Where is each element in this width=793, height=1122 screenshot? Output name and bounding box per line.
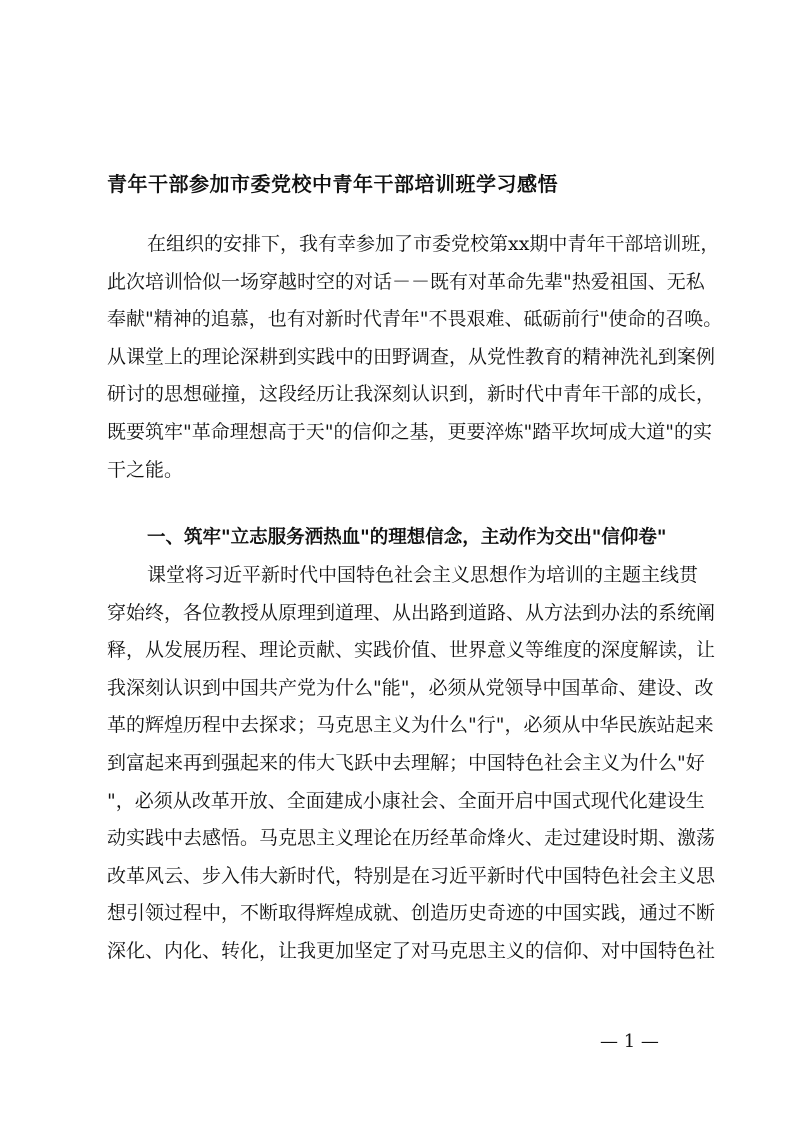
text-line: 改革风云、步入伟大新时代，特别是在习近平新时代中国特色社会主义思 [107,864,716,887]
text-line: 奉献"精神的追慕，也有对新时代青年"不畏艰难、砥砺前行"使命的召唤。 [107,308,723,331]
text-line: 革的辉煌历程中去探求；马克思主义为什么"行"，必须从中华民族站起来 [107,714,714,737]
page-number: — 1 — [600,1031,659,1052]
text-line: 课堂将习近平新时代中国特色社会主义思想作为培训的主题主线贯 [147,564,699,586]
paragraph-intro [107,226,723,489]
text-line: 穿始终，各位教授从原理到道理、从出路到道路、从方法到办法的系统阐 [107,601,716,624]
text-line: 释，从发展历程、理论贡献、实践价值、世界意义等维度的深度解读，让 [107,639,716,662]
paragraph-section-1 [107,557,716,971]
document-title: 青年干部参加市委党校中青年干部培训班学习感悟 [107,172,558,196]
text-line: 动实践中去感悟。马克思主义理论在历经革命烽火、走过建设时期、激荡 [107,827,716,850]
section-heading [107,519,697,557]
text-line: 深化、内化、转化，让我更加坚定了对马克思主义的信仰、对中国特色社 [107,939,716,962]
text-line: 在组织的安排下，我有幸参加了市委党校第xx期中青年干部培训班， [147,233,720,255]
text-line: 想引领过程中，不断取得辉煌成就、创造历史奇迹的中国实践，通过不断 [107,902,716,925]
text-line: "，必须从改革开放、全面建成小康社会、全面开启中国式现代化建设生 [107,789,705,812]
text-line: 既要筑牢"革命理想高于天"的信仰之基，更要淬炼"踏平坎坷成大道"的实 [107,420,712,443]
text-line: 此次培训恰似一场穿越时空的对话－－既有对革命先辈"热爱祖国、无私 [107,270,705,293]
text-line: 从课堂上的理论深耕到实践中的田野调查，从党性教育的精神洗礼到案例 [107,345,716,368]
text-line: 研讨的思想碰撞，这段经历让我深刻认识到，新时代中青年干部的成长， [107,383,716,406]
text-line: 干之能。 [107,458,184,481]
text-line: 我深刻认识到中国共产党为什么"能"，必须从党领导中国革命、建设、改 [107,676,714,699]
text-line: 到富起来再到强起来的伟大飞跃中去理解；中国特色社会主义为什么"好 [107,751,705,774]
heading-1: 一、筑牢"立志服务洒热血"的理想信念，主动作为交出"信仰卷" [147,527,667,548]
